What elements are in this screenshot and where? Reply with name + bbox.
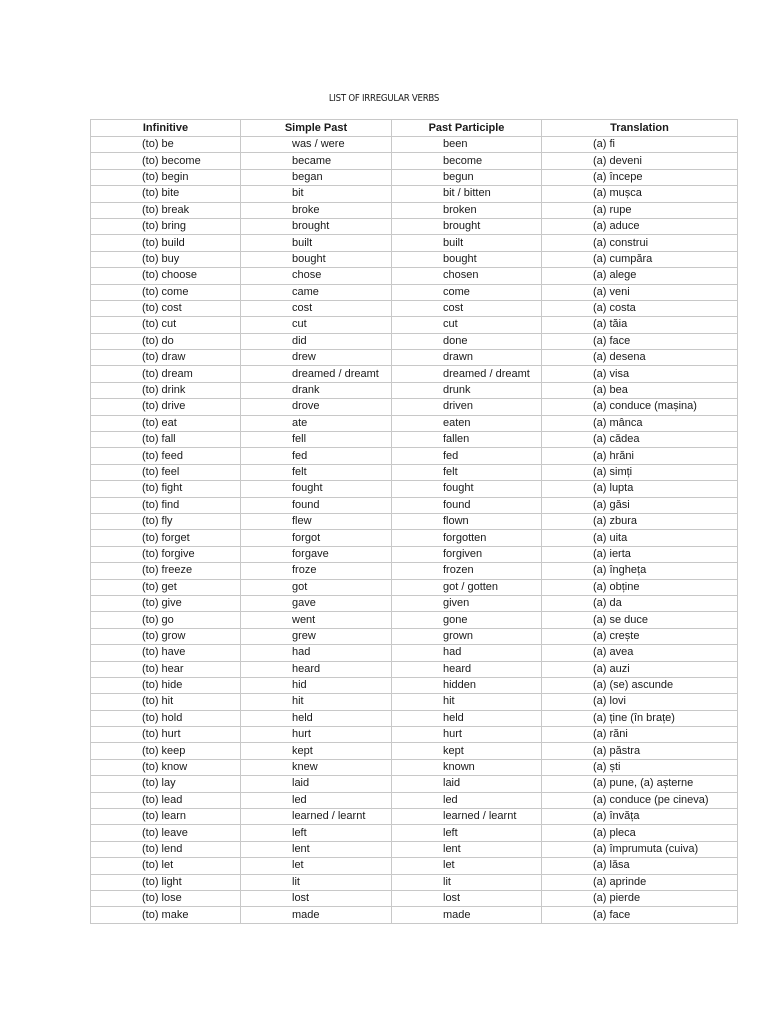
cell-translation: (a) împrumuta (cuiva) — [542, 841, 738, 857]
cell-translation: (a) tăia — [542, 317, 738, 333]
cell-infinitive: (to) fight — [91, 481, 241, 497]
table-row — [91, 809, 738, 825]
cell-translation: (a) face — [542, 333, 738, 349]
table-row — [91, 595, 738, 611]
table-row — [91, 563, 738, 579]
cell-simple-past: grew — [241, 628, 392, 644]
cell-simple-past: hid — [241, 677, 392, 693]
cell-simple-past: lent — [241, 841, 392, 857]
cell-simple-past: went — [241, 612, 392, 628]
table-row — [91, 432, 738, 448]
cell-infinitive: (to) hit — [91, 694, 241, 710]
table-row — [91, 382, 738, 398]
cell-translation: (a) mușca — [542, 186, 738, 202]
cell-past-participle: laid — [392, 776, 542, 792]
table-row — [91, 694, 738, 710]
table-row — [91, 218, 738, 234]
cell-translation: (a) cădea — [542, 432, 738, 448]
cell-translation: (a) ști — [542, 759, 738, 775]
cell-infinitive: (to) find — [91, 497, 241, 513]
cell-simple-past: got — [241, 579, 392, 595]
cell-past-participle: felt — [392, 464, 542, 480]
cell-past-participle: begun — [392, 169, 542, 185]
cell-infinitive: (to) grow — [91, 628, 241, 644]
cell-infinitive: (to) hear — [91, 661, 241, 677]
cell-infinitive: (to) light — [91, 874, 241, 890]
cell-past-participle: hit — [392, 694, 542, 710]
cell-simple-past: built — [241, 235, 392, 251]
cell-infinitive: (to) fly — [91, 513, 241, 529]
cell-infinitive: (to) come — [91, 284, 241, 300]
cell-past-participle: frozen — [392, 563, 542, 579]
cell-past-participle: learned / learnt — [392, 809, 542, 825]
cell-past-participle: drawn — [392, 350, 542, 366]
cell-infinitive: (to) cut — [91, 317, 241, 333]
cell-translation: (a) conduce (mașina) — [542, 399, 738, 415]
cell-past-participle: become — [392, 153, 542, 169]
cell-past-participle: fought — [392, 481, 542, 497]
cell-infinitive: (to) freeze — [91, 563, 241, 579]
document-title: LIST OF IRREGULAR VERBS — [328, 93, 440, 104]
cell-past-participle: gone — [392, 612, 542, 628]
cell-past-participle: built — [392, 235, 542, 251]
cell-past-participle: found — [392, 497, 542, 513]
table-row — [91, 710, 738, 726]
table-row — [91, 645, 738, 661]
irregular-verbs-table — [90, 119, 738, 924]
cell-infinitive: (to) forgive — [91, 546, 241, 562]
cell-simple-past: held — [241, 710, 392, 726]
cell-past-participle: lost — [392, 890, 542, 906]
cell-simple-past: cut — [241, 317, 392, 333]
table-row — [91, 350, 738, 366]
cell-translation: (a) zbura — [542, 513, 738, 529]
cell-translation: (a) alege — [542, 268, 738, 284]
cell-translation: (a) bea — [542, 382, 738, 398]
cell-simple-past: hurt — [241, 727, 392, 743]
table-row — [91, 661, 738, 677]
cell-simple-past: made — [241, 907, 392, 923]
cell-past-participle: driven — [392, 399, 542, 415]
table-row — [91, 284, 738, 300]
table-row — [91, 841, 738, 857]
cell-infinitive: (to) have — [91, 645, 241, 661]
cell-simple-past: did — [241, 333, 392, 349]
table-row — [91, 792, 738, 808]
table-row — [91, 546, 738, 562]
cell-simple-past: gave — [241, 595, 392, 611]
cell-past-participle: broken — [392, 202, 542, 218]
cell-simple-past: was / were — [241, 137, 392, 153]
table-row — [91, 858, 738, 874]
cell-translation: (a) da — [542, 595, 738, 611]
cell-translation: (a) desena — [542, 350, 738, 366]
cell-translation: (a) veni — [542, 284, 738, 300]
table-row — [91, 727, 738, 743]
cell-simple-past: flew — [241, 513, 392, 529]
cell-translation: (a) îngheța — [542, 563, 738, 579]
cell-translation: (a) pleca — [542, 825, 738, 841]
cell-translation: (a) răni — [542, 727, 738, 743]
table-row — [91, 448, 738, 464]
cell-past-participle: come — [392, 284, 542, 300]
cell-simple-past: let — [241, 858, 392, 874]
table-row — [91, 317, 738, 333]
cell-translation: (a) cumpăra — [542, 251, 738, 267]
cell-infinitive: (to) drive — [91, 399, 241, 415]
cell-translation: (a) obține — [542, 579, 738, 595]
table-row — [91, 497, 738, 513]
cell-translation: (a) uita — [542, 530, 738, 546]
table-row — [91, 481, 738, 497]
cell-simple-past: came — [241, 284, 392, 300]
cell-infinitive: (to) learn — [91, 809, 241, 825]
table-row — [91, 202, 738, 218]
cell-translation: (a) face — [542, 907, 738, 923]
cell-translation: (a) construi — [542, 235, 738, 251]
cell-infinitive: (to) lead — [91, 792, 241, 808]
table-row — [91, 825, 738, 841]
cell-past-participle: forgiven — [392, 546, 542, 562]
cell-translation: (a) învăța — [542, 809, 738, 825]
table-row — [91, 333, 738, 349]
cell-simple-past: laid — [241, 776, 392, 792]
cell-infinitive: (to) build — [91, 235, 241, 251]
cell-simple-past: kept — [241, 743, 392, 759]
table-header — [91, 120, 738, 137]
cell-simple-past: bought — [241, 251, 392, 267]
cell-infinitive: (to) choose — [91, 268, 241, 284]
cell-simple-past: had — [241, 645, 392, 661]
cell-past-participle: given — [392, 595, 542, 611]
cell-infinitive: (to) know — [91, 759, 241, 775]
table-row — [91, 415, 738, 431]
cell-infinitive: (to) draw — [91, 350, 241, 366]
cell-translation: (a) lupta — [542, 481, 738, 497]
cell-infinitive: (to) hold — [91, 710, 241, 726]
cell-simple-past: began — [241, 169, 392, 185]
cell-infinitive: (to) drink — [91, 382, 241, 398]
cell-past-participle: hidden — [392, 677, 542, 693]
cell-past-participle: eaten — [392, 415, 542, 431]
cell-simple-past: dreamed / dreamt — [241, 366, 392, 382]
cell-past-participle: bit / bitten — [392, 186, 542, 202]
cell-past-participle: cut — [392, 317, 542, 333]
table-row — [91, 399, 738, 415]
header-infinitive: Infinitive — [91, 120, 241, 137]
table-row — [91, 579, 738, 595]
cell-infinitive: (to) go — [91, 612, 241, 628]
cell-translation: (a) păstra — [542, 743, 738, 759]
table-header-row — [91, 120, 738, 137]
cell-translation: (a) începe — [542, 169, 738, 185]
cell-infinitive: (to) give — [91, 595, 241, 611]
table-row — [91, 874, 738, 890]
cell-infinitive: (to) leave — [91, 825, 241, 841]
cell-simple-past: left — [241, 825, 392, 841]
cell-past-participle: flown — [392, 513, 542, 529]
cell-infinitive: (to) cost — [91, 300, 241, 316]
cell-past-participle: done — [392, 333, 542, 349]
cell-translation: (a) simți — [542, 464, 738, 480]
cell-infinitive: (to) dream — [91, 366, 241, 382]
cell-simple-past: hit — [241, 694, 392, 710]
cell-past-participle: let — [392, 858, 542, 874]
cell-infinitive: (to) lose — [91, 890, 241, 906]
table-row — [91, 186, 738, 202]
cell-simple-past: drove — [241, 399, 392, 415]
cell-translation: (a) pune, (a) așterne — [542, 776, 738, 792]
table-row — [91, 776, 738, 792]
table-row — [91, 300, 738, 316]
cell-translation: (a) rupe — [542, 202, 738, 218]
table-row — [91, 743, 738, 759]
cell-simple-past: knew — [241, 759, 392, 775]
cell-past-participle: bought — [392, 251, 542, 267]
cell-simple-past: fed — [241, 448, 392, 464]
cell-past-participle: held — [392, 710, 542, 726]
cell-translation: (a) se duce — [542, 612, 738, 628]
cell-past-participle: cost — [392, 300, 542, 316]
cell-past-participle: had — [392, 645, 542, 661]
cell-simple-past: drew — [241, 350, 392, 366]
cell-infinitive: (to) let — [91, 858, 241, 874]
cell-simple-past: fell — [241, 432, 392, 448]
cell-translation: (a) mânca — [542, 415, 738, 431]
cell-translation: (a) conduce (pe cineva) — [542, 792, 738, 808]
table-row — [91, 235, 738, 251]
table-row — [91, 513, 738, 529]
table-row — [91, 907, 738, 923]
cell-simple-past: lost — [241, 890, 392, 906]
cell-past-participle: fallen — [392, 432, 542, 448]
cell-infinitive: (to) hide — [91, 677, 241, 693]
header-translation: Translation — [542, 120, 738, 137]
cell-infinitive: (to) lend — [91, 841, 241, 857]
cell-past-participle: kept — [392, 743, 542, 759]
cell-infinitive: (to) get — [91, 579, 241, 595]
cell-infinitive: (to) bring — [91, 218, 241, 234]
cell-past-participle: grown — [392, 628, 542, 644]
table-row — [91, 677, 738, 693]
cell-simple-past: lit — [241, 874, 392, 890]
cell-past-participle: dreamed / dreamt — [392, 366, 542, 382]
cell-simple-past: became — [241, 153, 392, 169]
cell-simple-past: forgot — [241, 530, 392, 546]
cell-translation: (a) visa — [542, 366, 738, 382]
table-row — [91, 759, 738, 775]
table-row — [91, 169, 738, 185]
cell-past-participle: forgotten — [392, 530, 542, 546]
cell-past-participle: hurt — [392, 727, 542, 743]
cell-translation: (a) crește — [542, 628, 738, 644]
cell-infinitive: (to) bite — [91, 186, 241, 202]
cell-translation: (a) ierta — [542, 546, 738, 562]
cell-infinitive: (to) feel — [91, 464, 241, 480]
cell-simple-past: ate — [241, 415, 392, 431]
cell-translation: (a) găsi — [542, 497, 738, 513]
cell-simple-past: cost — [241, 300, 392, 316]
cell-translation: (a) costa — [542, 300, 738, 316]
cell-infinitive: (to) become — [91, 153, 241, 169]
cell-translation: (a) pierde — [542, 890, 738, 906]
table-row — [91, 153, 738, 169]
cell-translation: (a) lăsa — [542, 858, 738, 874]
cell-past-participle: lent — [392, 841, 542, 857]
cell-past-participle: led — [392, 792, 542, 808]
cell-infinitive: (to) keep — [91, 743, 241, 759]
cell-simple-past: fought — [241, 481, 392, 497]
table-row — [91, 530, 738, 546]
table-row — [91, 612, 738, 628]
cell-translation: (a) deveni — [542, 153, 738, 169]
cell-past-participle: fed — [392, 448, 542, 464]
cell-simple-past: heard — [241, 661, 392, 677]
cell-simple-past: forgave — [241, 546, 392, 562]
cell-past-participle: drunk — [392, 382, 542, 398]
cell-infinitive: (to) buy — [91, 251, 241, 267]
cell-infinitive: (to) make — [91, 907, 241, 923]
cell-translation: (a) aduce — [542, 218, 738, 234]
header-simple-past: Simple Past — [241, 120, 392, 137]
table-body — [91, 137, 738, 924]
cell-infinitive: (to) feed — [91, 448, 241, 464]
cell-translation: (a) lovi — [542, 694, 738, 710]
cell-simple-past: broke — [241, 202, 392, 218]
cell-infinitive: (to) forget — [91, 530, 241, 546]
cell-translation: (a) (se) ascunde — [542, 677, 738, 693]
cell-simple-past: froze — [241, 563, 392, 579]
cell-past-participle: brought — [392, 218, 542, 234]
cell-past-participle: chosen — [392, 268, 542, 284]
cell-translation: (a) fi — [542, 137, 738, 153]
header-past-participle: Past Participle — [392, 120, 542, 137]
cell-simple-past: led — [241, 792, 392, 808]
cell-infinitive: (to) break — [91, 202, 241, 218]
cell-infinitive: (to) begin — [91, 169, 241, 185]
cell-infinitive: (to) hurt — [91, 727, 241, 743]
table-row — [91, 268, 738, 284]
cell-simple-past: found — [241, 497, 392, 513]
cell-past-participle: been — [392, 137, 542, 153]
table-row — [91, 366, 738, 382]
cell-infinitive: (to) lay — [91, 776, 241, 792]
cell-past-participle: heard — [392, 661, 542, 677]
cell-infinitive: (to) fall — [91, 432, 241, 448]
cell-past-participle: got / gotten — [392, 579, 542, 595]
cell-translation: (a) ține (în brațe) — [542, 710, 738, 726]
cell-infinitive: (to) do — [91, 333, 241, 349]
cell-infinitive: (to) eat — [91, 415, 241, 431]
cell-past-participle: left — [392, 825, 542, 841]
table-row — [91, 464, 738, 480]
cell-translation: (a) aprinde — [542, 874, 738, 890]
cell-simple-past: brought — [241, 218, 392, 234]
table-row — [91, 628, 738, 644]
table-row — [91, 251, 738, 267]
cell-simple-past: drank — [241, 382, 392, 398]
cell-simple-past: learned / learnt — [241, 809, 392, 825]
cell-translation: (a) auzi — [542, 661, 738, 677]
cell-simple-past: chose — [241, 268, 392, 284]
table-row — [91, 890, 738, 906]
cell-past-participle: known — [392, 759, 542, 775]
cell-past-participle: lit — [392, 874, 542, 890]
cell-translation: (a) avea — [542, 645, 738, 661]
cell-simple-past: felt — [241, 464, 392, 480]
cell-infinitive: (to) be — [91, 137, 241, 153]
cell-simple-past: bit — [241, 186, 392, 202]
table-row — [91, 137, 738, 153]
cell-past-participle: made — [392, 907, 542, 923]
cell-translation: (a) hrăni — [542, 448, 738, 464]
